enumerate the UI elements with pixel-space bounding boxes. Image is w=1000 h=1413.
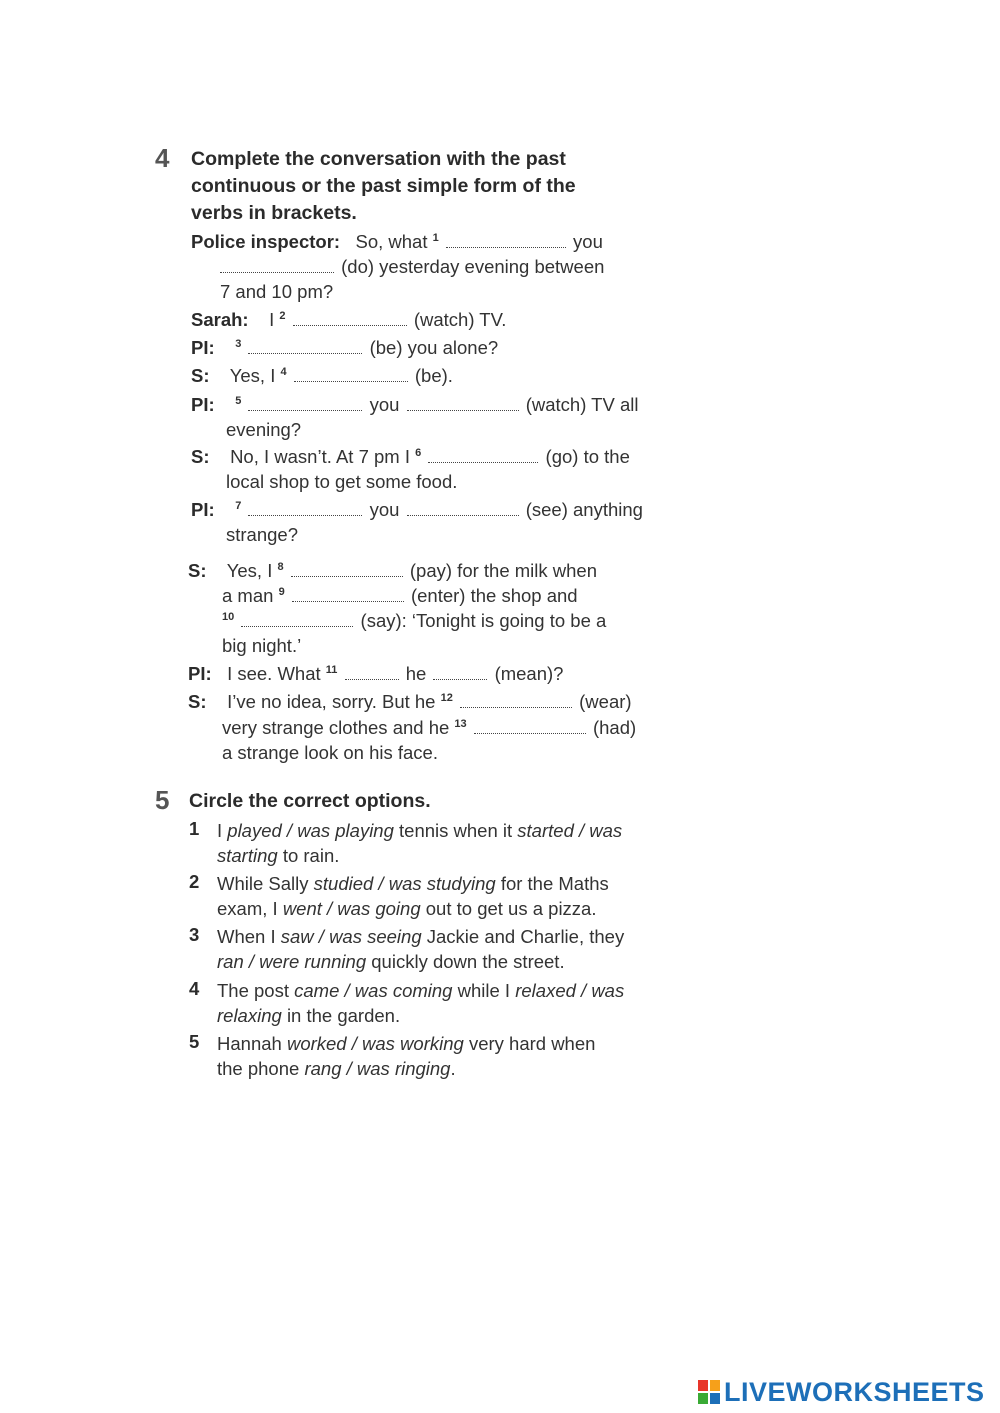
dialogue-text: you xyxy=(573,231,603,252)
answer-gap-1a[interactable] xyxy=(446,231,566,248)
item-text: very hard when xyxy=(468,1033,596,1054)
dialogue-line xyxy=(226,522,298,547)
option-choice[interactable]: relaxed / was xyxy=(515,980,625,1001)
gap-number: 13 xyxy=(454,718,467,730)
item-text: to rain. xyxy=(282,845,340,866)
logo-square-red xyxy=(698,1380,708,1391)
dialogue-text: 7 and 10 pm? xyxy=(220,281,334,302)
option-choice[interactable]: ran / were running xyxy=(217,951,367,972)
answer-gap-4[interactable] xyxy=(294,365,408,382)
item-text: for the Maths xyxy=(500,873,609,894)
answer-gap-7b[interactable] xyxy=(407,499,519,516)
dialogue-text: (watch) TV all xyxy=(525,394,639,415)
item-number: 5 xyxy=(189,1031,200,1052)
dialogue-text: a strange look on his face. xyxy=(222,742,438,763)
speaker-label: Police inspector: xyxy=(191,231,341,252)
answer-gap-2[interactable] xyxy=(293,309,407,326)
option-choice[interactable]: rang / was ringing xyxy=(304,1058,451,1079)
liveworksheets-logo xyxy=(698,1377,985,1407)
item-text: exam, I xyxy=(217,898,278,919)
dialogue-text: So, what xyxy=(355,231,428,252)
dialogue-line xyxy=(222,715,636,740)
dialogue-line xyxy=(188,558,597,583)
dialogue-text: (pay) for the milk when xyxy=(409,560,598,581)
item-line xyxy=(217,949,565,974)
item-line xyxy=(217,924,624,949)
dialogue-line xyxy=(226,469,457,494)
logo-square-orange xyxy=(710,1380,720,1391)
dialogue-text: I’ve no idea, sorry. But he xyxy=(227,691,436,712)
exercise-4-title-line-1: Complete the conversation with the past xyxy=(191,148,566,170)
dialogue-text: you xyxy=(369,394,400,415)
dialogue-text: (wear) xyxy=(579,691,632,712)
speaker-label: PI: xyxy=(191,499,215,520)
dialogue-text: strange? xyxy=(226,524,298,545)
dialogue-line xyxy=(222,740,438,765)
dialogue-text: (enter) the shop and xyxy=(410,585,578,606)
answer-gap-13[interactable] xyxy=(474,717,586,734)
dialogue-text: he xyxy=(405,663,427,684)
speaker-label: S: xyxy=(191,446,210,467)
answer-gap-10[interactable] xyxy=(241,610,353,627)
item-line xyxy=(217,871,609,896)
item-line xyxy=(217,1056,456,1081)
dialogue-line xyxy=(191,307,506,332)
dialogue-line xyxy=(191,229,603,254)
dialogue-line xyxy=(220,279,333,304)
dialogue-text: you xyxy=(369,499,400,520)
item-text: in the garden. xyxy=(286,1005,401,1026)
gap-number: 12 xyxy=(440,692,453,704)
dialogue-line xyxy=(218,254,604,279)
option-choice[interactable]: starting xyxy=(217,845,278,866)
item-text: tennis when it xyxy=(399,820,513,841)
item-line xyxy=(217,818,622,843)
gap-number: 11 xyxy=(325,664,338,676)
option-choice[interactable]: went / was going xyxy=(282,898,421,919)
item-text: out to get us a pizza. xyxy=(425,898,597,919)
exercise-4-title-line-3: verbs in brackets. xyxy=(191,202,357,224)
gap-number: 3 xyxy=(235,338,242,350)
dialogue-line xyxy=(191,497,643,522)
option-choice[interactable]: studied / was studying xyxy=(313,873,496,894)
answer-gap-3[interactable] xyxy=(248,337,362,354)
gap-number: 4 xyxy=(280,366,287,378)
dialogue-line xyxy=(191,444,630,469)
answer-gap-12[interactable] xyxy=(460,691,572,708)
answer-gap-1b[interactable] xyxy=(220,256,334,273)
item-text: Jackie and Charlie, they xyxy=(426,926,625,947)
answer-gap-11b[interactable] xyxy=(433,663,487,680)
dialogue-text: No, I wasn’t. At 7 pm I xyxy=(230,446,410,467)
gap-number: 1 xyxy=(432,232,439,244)
item-text: While Sally xyxy=(217,873,309,894)
dialogue-line xyxy=(191,335,498,360)
dialogue-text: Yes, I xyxy=(226,560,273,581)
item-text: When I xyxy=(217,926,276,947)
dialogue-text: (go) to the xyxy=(545,446,630,467)
answer-gap-11a[interactable] xyxy=(345,663,399,680)
dialogue-line xyxy=(226,417,301,442)
dialogue-text: (be). xyxy=(414,365,453,386)
answer-gap-8[interactable] xyxy=(291,560,403,577)
dialogue-line xyxy=(222,633,301,658)
dialogue-text: (be) you alone? xyxy=(369,337,499,358)
item-number: 1 xyxy=(189,818,200,839)
dialogue-text: evening? xyxy=(226,419,302,440)
item-text: Hannah xyxy=(217,1033,282,1054)
exercise-4-number: 4 xyxy=(155,143,170,173)
item-text: the phone xyxy=(217,1058,300,1079)
speaker-label: PI: xyxy=(188,663,212,684)
gap-number: 6 xyxy=(415,447,422,459)
exercise-4-title-line-2: continuous or the past simple form of the xyxy=(191,175,576,197)
dialogue-text: Yes, I xyxy=(229,365,276,386)
gap-number: 7 xyxy=(235,500,242,512)
exercise-5-number: 5 xyxy=(155,785,170,815)
logo-text: LIVEWORKSHEETS xyxy=(724,1376,985,1407)
dialogue-text: very strange clothes and he xyxy=(222,717,450,738)
dialogue-line xyxy=(222,583,578,608)
answer-gap-5b[interactable] xyxy=(407,394,519,411)
item-text: quickly down the street. xyxy=(371,951,565,972)
answer-gap-5a[interactable] xyxy=(248,394,362,411)
gap-number: 5 xyxy=(235,395,242,407)
item-text: while I xyxy=(457,980,511,1001)
item-line xyxy=(217,978,624,1003)
option-choice[interactable]: came / was coming xyxy=(294,980,453,1001)
dialogue-text: (see) anything xyxy=(525,499,643,520)
item-line xyxy=(217,896,596,921)
dialogue-text: I see. What xyxy=(227,663,321,684)
answer-gap-7a[interactable] xyxy=(248,499,362,516)
answer-gap-9[interactable] xyxy=(292,585,404,602)
dialogue-text: (watch) TV. xyxy=(413,309,507,330)
speaker-label: Sarah: xyxy=(191,309,249,330)
gap-number: 8 xyxy=(277,561,284,573)
dialogue-text: I xyxy=(269,309,275,330)
dialogue-line xyxy=(191,363,453,388)
speaker-label: S: xyxy=(188,691,207,712)
gap-number: 10 xyxy=(222,611,235,623)
item-text: The post xyxy=(217,980,289,1001)
logo-square-blue xyxy=(710,1393,720,1404)
dialogue-text: (say): ‘Tonight is going to be a xyxy=(360,610,607,631)
dialogue-text: (mean)? xyxy=(494,663,564,684)
dialogue-line xyxy=(222,608,606,633)
dialogue-text: big night.’ xyxy=(222,635,302,656)
speaker-label: S: xyxy=(188,560,207,581)
dialogue-text: a man xyxy=(222,585,274,606)
item-line xyxy=(217,1031,595,1056)
liveworksheets-logo-icon xyxy=(698,1380,720,1404)
gap-number: 9 xyxy=(278,586,285,598)
dialogue-text: (do) yesterday evening between xyxy=(341,256,605,277)
option-choice[interactable]: saw / was seeing xyxy=(280,926,422,947)
dialogue-line xyxy=(191,392,638,417)
dialogue-line xyxy=(188,661,563,686)
dialogue-line xyxy=(188,689,632,714)
option-choice[interactable]: relaxing xyxy=(217,1005,282,1026)
speaker-label: S: xyxy=(191,365,210,386)
item-text: . xyxy=(450,1058,456,1079)
item-text: I xyxy=(217,820,223,841)
item-number: 4 xyxy=(189,978,200,999)
option-choice[interactable]: played / was playing xyxy=(227,820,394,841)
option-choice[interactable]: started / was xyxy=(517,820,623,841)
item-line xyxy=(217,1003,400,1028)
dialogue-text: (had) xyxy=(592,717,637,738)
item-number: 3 xyxy=(189,924,200,945)
item-number: 2 xyxy=(189,871,200,892)
logo-square-green xyxy=(698,1393,708,1404)
gap-number: 2 xyxy=(279,310,286,322)
option-choice[interactable]: worked / was working xyxy=(286,1033,464,1054)
item-line xyxy=(217,843,339,868)
speaker-label: PI: xyxy=(191,394,215,415)
dialogue-text: local shop to get some food. xyxy=(226,471,458,492)
exercise-5-title: Circle the correct options. xyxy=(189,790,431,812)
answer-gap-6[interactable] xyxy=(428,446,538,463)
speaker-label: PI: xyxy=(191,337,215,358)
